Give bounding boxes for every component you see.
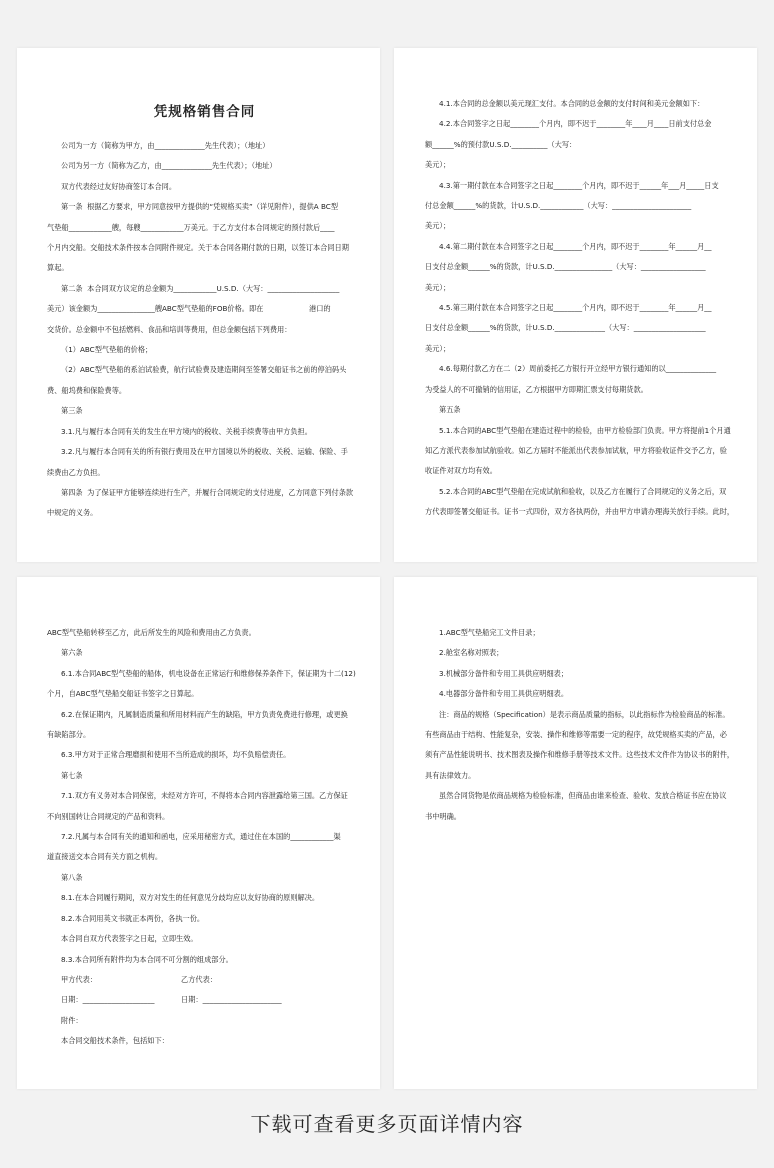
contract-line: 8.2.本合同用英文书就正本两份，各执一份。 [61,913,205,923]
document-page-1 [17,48,380,562]
contract-line: 4.6.每期付款乙方在二（2）周前委托乙方银行开立经甲方银行通知的以______________ [439,364,717,374]
contract-line: 个月内交船。交船技术条件按本合同附件规定。关于本合同各期付款的日期，以签订本合同日期 [47,243,349,253]
contract-line: 续费由乙方负担。 [47,467,105,477]
contract-line: （2）ABC型气垫船的系泊试验费，航行试验费及建造期间至签署交船证书之前的停泊码头 [61,365,347,375]
contract-line: 7.1.双方有义务对本合同保密，未经对方许可，不得将本合同内容泄露给第三国。乙方保证 [61,791,348,801]
contract-line: 付总金额______%的货款，计U.S.D.____________（大写：______________________ [425,201,692,211]
contract-line: 不向别国转让合同规定的产品和资料。 [47,811,170,821]
contract-line: 注：商品的规格（Specification）是表示商品质量的指标，以此指标作为检验商品的标准。 [439,709,730,719]
contract-line: 第二条 本合同双方议定的总金额为____________U.S.D.（大写：____________________ [61,283,340,293]
contract-line: 6.3.甲方对于正常合理磨损和使用不当所造成的损坏，均不负赔偿责任。 [61,750,291,760]
contract-line: 3.机械部分备件和专用工具供应明细表； [439,668,569,678]
contract-line: 个月，自ABC型气垫船交船证书签字之日算起。 [47,689,199,699]
contract-line: 3.1.凡与履行本合同有关的发生在甲方境内的税收、关税手续费等由甲方负担。 [61,426,312,436]
contract-line: 第一条 根据乙方要求，甲方同意按甲方提供的“凭规格买卖”（详见附件），提供A BC型 [61,202,339,212]
contract-line: 第六条 [61,648,83,658]
contract-line: 第五条 [439,405,461,415]
contract-line: 公司为一方（简称为甲方，由______________先生代表）；（地址） [61,141,270,150]
contract-line: 虽然合同货物是依商品规格为检验标准，但商品由谁来检查、验收、发放合格证书应在协议 [439,791,727,801]
signature-row-labels [47,970,362,990]
contract-line: 4.3.第一期付款在本合同签字之日起________个月内，即不迟于______年___月_____日支 [439,180,719,190]
contract-line: 5.1.本合同的ABC型气垫船在建造过程中的检验，由甲方检验部门负责。甲方将提前1个月通 [439,425,731,435]
contract-line: 6.1.本合同ABC型气垫船的船体，机电设备在正常运行和维修保养条件下，保证期为十二(12) [61,668,356,678]
document-page-2 [394,48,757,562]
page-3-body [47,623,362,970]
contract-line: 8.1.在本合同履行期间，双方对发生的任何意见分歧均应以友好协商的原则解决。 [61,893,320,903]
contract-line: 须有产品性能说明书、技术图表及操作和维修手册等技术文件。这些技术文件作为协议书的附件， [425,750,735,760]
contract-line: 有些商品由于结构、性能复杂，安装、操作和维修等需要一定的程序，故凭规格买卖的产品，必 [425,730,727,740]
contract-line: 附件： [61,1015,83,1025]
contract-line: 中规定的义务。 [47,508,98,518]
contract-line: 算起。 [47,263,69,273]
contract-line: 有缺陷部分。 [47,730,91,740]
signature-row-dates [47,990,362,1010]
contract-line: 4.1.本合同的总金额以美元现汇支付。本合同的总金额的支付时间和美元金额如下： [439,99,705,108]
contract-line: 8.3.本合同所有附件均为本合同不可分割的组成部分。 [61,954,233,964]
contract-line: 书中明确。 [425,811,461,821]
contract-line: 3.2.凡与履行本合同有关的所有银行费用及在甲方国境以外的税收、关税、运输、保险、手 [61,447,348,457]
contract-line: 方代表即签署交船证书。证书一式四份，双方各执两份，并由甲方申请办理海关放行手续。此时， [425,507,735,517]
contract-line: 费、船坞费和保险费等。 [47,385,127,395]
contract-line: 交货价。总金额中不包括燃料、食品和培训等费用，但总金额包括下列费用： [47,324,292,334]
contract-line: 6.2.在保证期内，凡属制造质量和所用材料而产生的缺陷，甲方负责免费进行修理，或更换 [61,709,348,719]
party-b-label: 乙方代表： [181,974,217,984]
download-more-caption: 下载可查看更多页面详情内容 [250,1112,524,1136]
contract-line: 双方代表经过友好协商签订本合同。 [61,181,177,191]
party-a-date: 日期：____________________ [61,995,155,1005]
page-1-body [47,136,362,524]
contract-line: 美元）； [425,343,451,353]
contract-line: 本合同交船技术条件，包括如下： [61,1036,169,1046]
contract-line: 美元）； [425,282,451,292]
contract-line: 公司为另一方（简称为乙方，由______________先生代表）；（地址） [61,161,277,171]
contract-line: 美元）； [425,221,451,231]
document-page-3 [17,577,380,1089]
contract-line: 4.电器部分备件和专用工具供应明细表。 [439,689,569,699]
contract-line: 4.4.第二期付款在本合同签字之日起________个月内，即不迟于________年______月__ [439,241,712,251]
contract-line: 具有法律效力。 [425,770,476,780]
contract-line: 2.舱室名称对照表； [439,648,504,658]
contract-line: 美元）； [425,160,451,170]
contract-line: 4.5.第三期付款在本合同签字之日起________个月内，即不迟于________年______月__ [439,303,712,313]
contract-line: （1）ABC型气垫船的价格； [61,345,153,355]
contract-line: 气垫船____________艘，每艘____________万美元。于乙方支付本合同规定的预付款后____ [47,222,335,232]
contract-line: ABC型气垫船转移至乙方，此后所发生的风险和费用由乙方负责。 [47,628,256,637]
contract-line: 第八条 [61,872,83,882]
contract-line: 第三条 [61,406,83,416]
party-a-label: 甲方代表： [61,974,97,984]
contract-line: 美元）该金额为________________艘ABC型气垫船的FOB价格。即在 港口的 [47,304,331,314]
page-3-attachments [47,1011,362,1052]
contract-line: 本合同自双方代表签字之日起，立即生效。 [61,934,198,944]
document-page-4 [394,577,757,1089]
contract-line: 5.2.本合同的ABC型气垫船在完成试航和验收，以及乙方在履行了合同规定的义务之后，双 [439,486,727,496]
contract-line: 7.2.凡属与本合同有关的通知和函电，应采用秘密方式，通过住在本国的____________渠 [61,832,341,842]
page-4-body [425,623,735,827]
contract-line: 额______%的预付款U.S.D.__________（大写： [425,139,577,149]
document-title: 凭规格销售合同 [153,104,256,120]
contract-line: 4.2.本合同签字之日起________个月内，即不迟于________年____月____日前支付总金 [439,119,712,129]
contract-line: 知乙方派代表参加试航验收。如乙方届时不能派出代表参加试航，甲方将验收证件交予乙方，验 [425,445,727,455]
contract-line: 道直接送交本合同有关方面之机构。 [47,852,163,862]
party-b-date: 日期：______________________ [181,995,282,1005]
contract-line: 日支付总金额______%的货款，计U.S.D.______________（大写：____________________ [425,323,706,333]
contract-line: 为受益人的不可撤销的信用证，乙方根据甲方即期汇票支付每期货款。 [425,384,648,394]
contract-line: 第七条 [61,770,83,780]
contract-line: 1.ABC型气垫船完工文件目录； [439,628,540,637]
contract-line: 第四条 为了保证甲方能够连续进行生产，并履行合同规定的支付进度，乙方同意下列付条款 [61,487,354,497]
contract-line: 收证件对双方均有效。 [425,466,497,476]
contract-line: 日支付总金额______%的货款，计U.S.D.________________（大写：__________________ [425,262,706,272]
page-2-body [425,94,735,523]
